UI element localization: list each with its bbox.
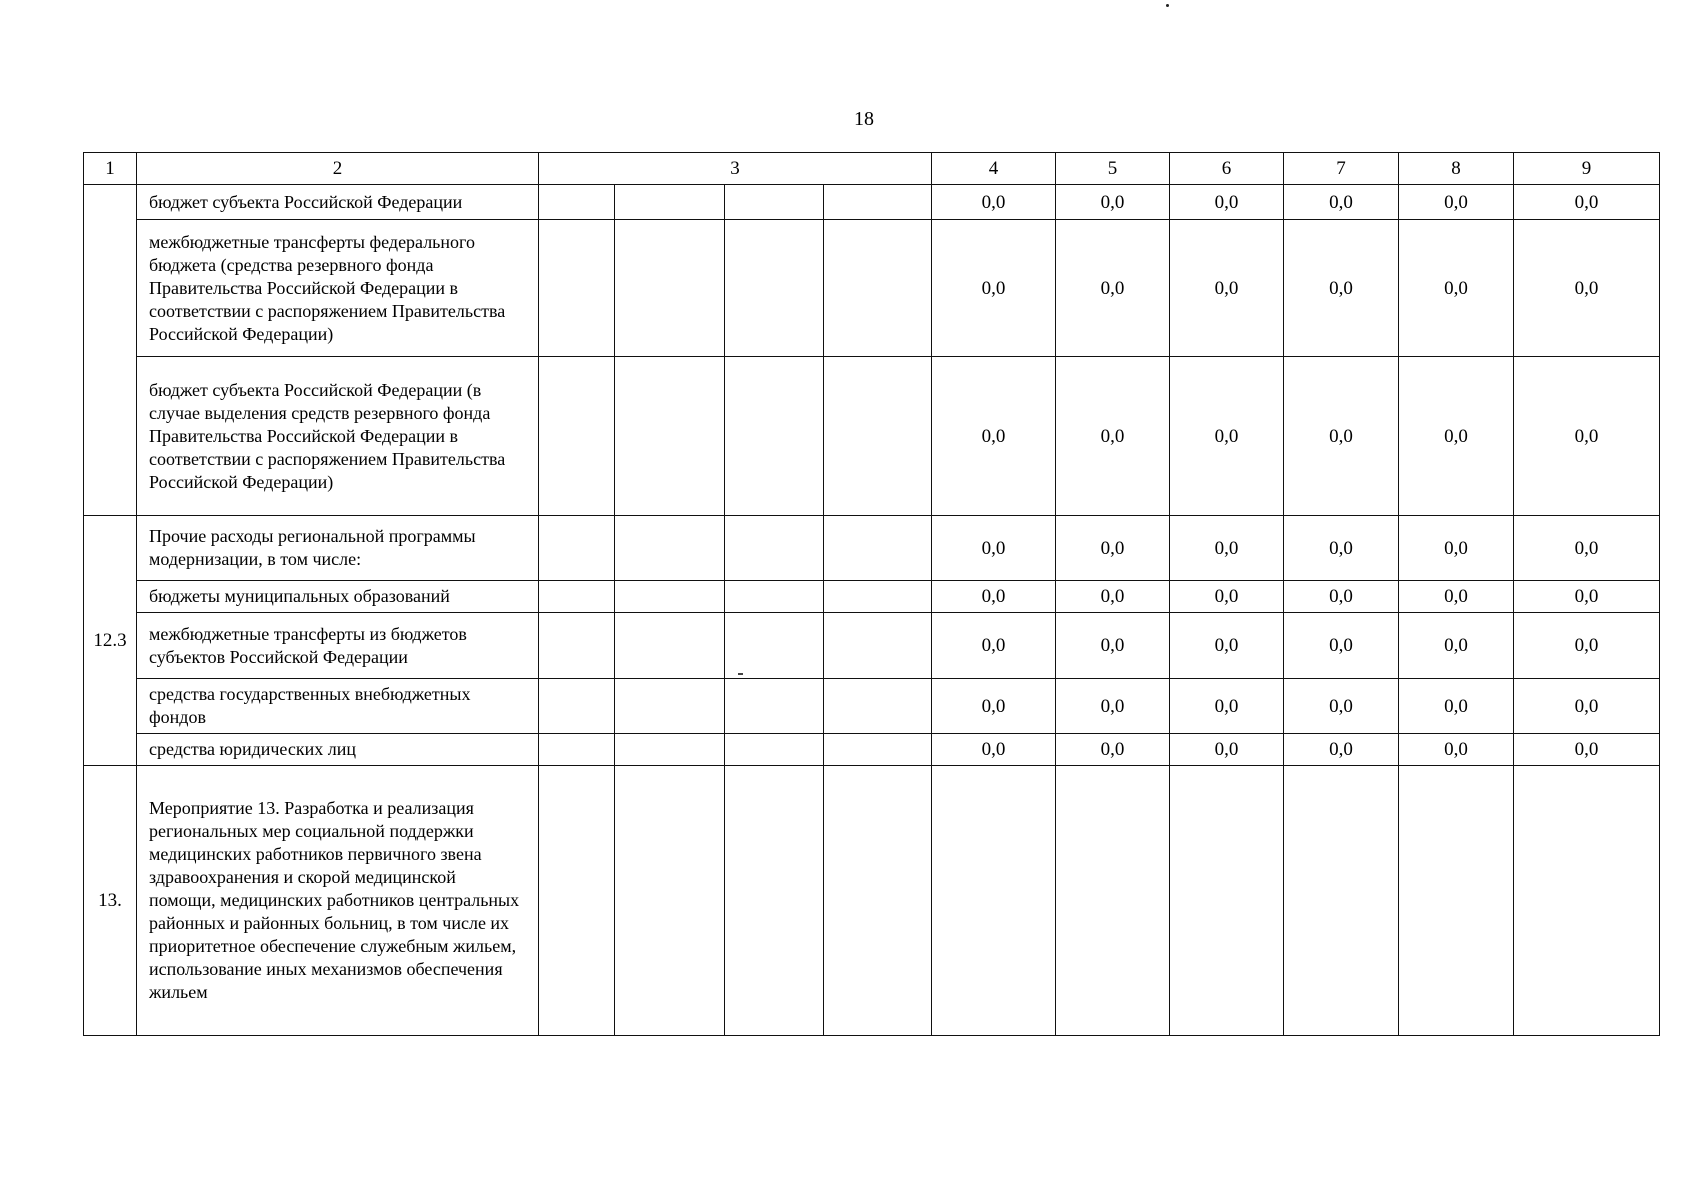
value-cell: 0,0 — [932, 734, 1056, 766]
value-cell: 0,0 — [1514, 516, 1660, 581]
value-cell: 0,0 — [1399, 185, 1514, 220]
empty-cell — [1284, 766, 1399, 1036]
value-cell: 0,0 — [1056, 581, 1170, 613]
header-row — [84, 153, 1660, 185]
value-cell: 0,0 — [1514, 581, 1660, 613]
value-cell: 0,0 — [932, 679, 1056, 734]
value-cell: 0,0 — [1399, 357, 1514, 516]
page-number: 18 — [854, 108, 874, 130]
row-number-cell: 12.3 — [84, 516, 137, 766]
table-row — [84, 185, 1660, 220]
empty-cell — [539, 516, 615, 581]
empty-cell — [725, 613, 824, 679]
empty-cell — [1514, 766, 1660, 1036]
value-cell: 0,0 — [1170, 679, 1284, 734]
empty-cell — [725, 581, 824, 613]
value-cell: 0,0 — [1056, 185, 1170, 220]
value-cell: 0,0 — [1056, 734, 1170, 766]
header-cell: 8 — [1399, 153, 1514, 185]
row-label: Прочие расходы региональной программы модернизации, в том числе: — [137, 516, 539, 581]
value-cell: 0,0 — [1399, 734, 1514, 766]
empty-cell — [615, 679, 725, 734]
row-label: средства юридических лиц — [137, 734, 539, 766]
empty-cell — [615, 613, 725, 679]
empty-cell — [539, 734, 615, 766]
scan-mark — [738, 673, 743, 675]
value-cell: 0,0 — [1514, 734, 1660, 766]
header-cell: 1 — [84, 153, 137, 185]
value-cell: 0,0 — [1170, 220, 1284, 357]
value-cell: 0,0 — [932, 185, 1056, 220]
table-row — [84, 766, 1660, 1036]
value-cell: 0,0 — [1514, 185, 1660, 220]
header-cell: 6 — [1170, 153, 1284, 185]
empty-cell — [725, 185, 824, 220]
value-cell: 0,0 — [932, 357, 1056, 516]
empty-cell — [539, 679, 615, 734]
empty-cell — [615, 734, 725, 766]
row-label: межбюджетные трансферты из бюджетов субъектов Российской Федерации — [137, 613, 539, 679]
value-cell: 0,0 — [1056, 220, 1170, 357]
value-cell: 0,0 — [1284, 613, 1399, 679]
empty-cell — [725, 766, 824, 1036]
header-cell: 5 — [1056, 153, 1170, 185]
value-cell: 0,0 — [932, 516, 1056, 581]
row-label: межбюджетные трансферты федерального бюджета (средства резервного фонда Правительства Российской Федерации в соответствии с распоряжением Правительства Российской Федерации) — [137, 220, 539, 357]
value-cell: 0,0 — [1514, 220, 1660, 357]
value-cell: 0,0 — [1284, 679, 1399, 734]
value-cell: 0,0 — [1056, 516, 1170, 581]
value-cell: 0,0 — [1170, 516, 1284, 581]
empty-cell — [824, 357, 932, 516]
value-cell: 0,0 — [1170, 613, 1284, 679]
value-cell: 0,0 — [1284, 581, 1399, 613]
empty-cell — [824, 613, 932, 679]
value-cell: 0,0 — [1284, 357, 1399, 516]
empty-cell — [1170, 766, 1284, 1036]
empty-cell — [725, 357, 824, 516]
empty-cell — [725, 220, 824, 357]
value-cell: 0,0 — [1399, 679, 1514, 734]
empty-cell — [824, 220, 932, 357]
value-cell: 0,0 — [1514, 613, 1660, 679]
value-cell: 0,0 — [1056, 613, 1170, 679]
value-cell: 0,0 — [1284, 185, 1399, 220]
empty-cell — [539, 581, 615, 613]
empty-cell — [824, 734, 932, 766]
value-cell: 0,0 — [1514, 679, 1660, 734]
empty-cell — [539, 185, 615, 220]
empty-cell — [1399, 766, 1514, 1036]
value-cell: 0,0 — [1056, 679, 1170, 734]
value-cell: 0,0 — [1399, 613, 1514, 679]
table-row — [84, 516, 1660, 581]
value-cell: 0,0 — [1170, 734, 1284, 766]
row-number-cell — [84, 185, 137, 516]
header-cell: 7 — [1284, 153, 1399, 185]
header-cell: 3 — [539, 153, 932, 185]
empty-cell — [824, 766, 932, 1036]
empty-cell — [615, 766, 725, 1036]
row-label: Мероприятие 13. Разработка и реализация региональных мер социальной поддержки медицинских работников первичного звена здравоохранения и скорой медицинской помощи, медицинских работников центральных районных и районных больниц, в том числе их приоритетное обеспечение служебным жильем, использование иных механизмов обеспечения жильем — [137, 766, 539, 1036]
empty-cell — [615, 220, 725, 357]
table-row — [84, 220, 1660, 357]
row-label: бюджет субъекта Российской Федерации (в случае выделения средств резервного фонда Правительства Российской Федерации в соответствии с распоряжением Правительства Российской Федерации) — [137, 357, 539, 516]
header-cell: 9 — [1514, 153, 1660, 185]
row-label: бюджет субъекта Российской Федерации — [137, 185, 539, 220]
value-cell: 0,0 — [932, 220, 1056, 357]
value-cell: 0,0 — [1170, 357, 1284, 516]
value-cell: 0,0 — [932, 581, 1056, 613]
empty-cell — [615, 516, 725, 581]
empty-cell — [824, 516, 932, 581]
empty-cell — [824, 581, 932, 613]
value-cell: 0,0 — [1284, 734, 1399, 766]
value-cell: 0,0 — [1284, 220, 1399, 357]
table-row — [84, 734, 1660, 766]
value-cell: 0,0 — [1284, 516, 1399, 581]
header-cell: 2 — [137, 153, 539, 185]
empty-cell — [824, 679, 932, 734]
table-row — [84, 581, 1660, 613]
table-row — [84, 357, 1660, 516]
value-cell: 0,0 — [1399, 581, 1514, 613]
header-cell: 4 — [932, 153, 1056, 185]
value-cell: 0,0 — [1170, 185, 1284, 220]
empty-cell — [539, 357, 615, 516]
empty-cell — [1056, 766, 1170, 1036]
row-number-cell: 13. — [84, 766, 137, 1036]
empty-cell — [539, 766, 615, 1036]
empty-cell — [615, 581, 725, 613]
row-label: средства государственных внебюджетных фондов — [137, 679, 539, 734]
value-cell: 0,0 — [1399, 220, 1514, 357]
table-row — [84, 679, 1660, 734]
empty-cell — [539, 220, 615, 357]
row-label: бюджеты муниципальных образований — [137, 581, 539, 613]
value-cell: 0,0 — [1056, 357, 1170, 516]
value-cell: 0,0 — [1399, 516, 1514, 581]
empty-cell — [539, 613, 615, 679]
empty-cell — [725, 679, 824, 734]
empty-cell — [615, 357, 725, 516]
value-cell: 0,0 — [1514, 357, 1660, 516]
empty-cell — [932, 766, 1056, 1036]
value-cell: 0,0 — [1170, 581, 1284, 613]
value-cell: 0,0 — [932, 613, 1056, 679]
table-row — [84, 613, 1660, 679]
empty-cell — [824, 185, 932, 220]
budget-table — [83, 152, 1660, 1036]
empty-cell — [615, 185, 725, 220]
empty-cell — [725, 734, 824, 766]
empty-cell — [725, 516, 824, 581]
scan-speck — [1166, 4, 1169, 7]
